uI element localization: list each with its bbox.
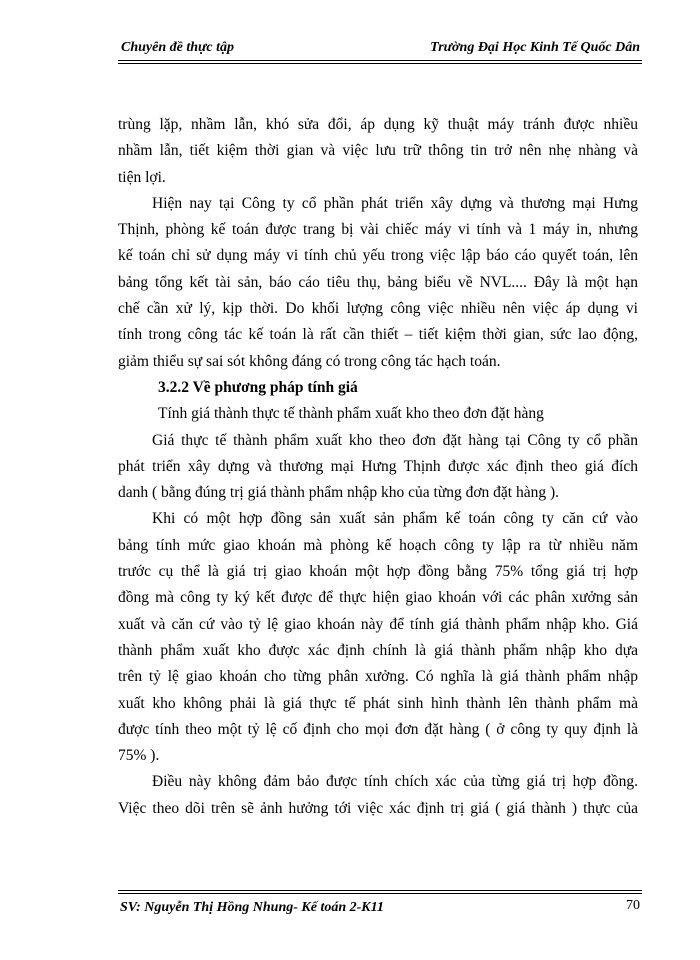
body-line: kế toán chỉ sử dụng máy vi tính chủ yếu trong việc lập báo cáo quyết toán, lên xyxy=(118,247,638,265)
body-line: giảm thiểu sự sai sót không đáng có trong công tác hạch toán. xyxy=(118,352,501,370)
section-heading: 3.2.2 Về phương pháp tính giá xyxy=(158,378,358,396)
header-document-type: Chuyên đề thực tập xyxy=(121,40,235,55)
body-line: Việc theo dõi trên sẽ ảnh hưởng tới việc xác định trị giá ( giá thành ) thực của xyxy=(118,799,638,817)
body-line: Hiện nay tại Công ty cổ phần phát triển xây dựng và thương mại Hưng xyxy=(152,194,638,212)
body-line: đồng mà công ty ký kết được để thực hiện giao khoán với các phân xưởng sản xyxy=(118,589,638,607)
body-line: Điều này không đảm bảo được tính chích xác của từng giá trị hợp đồng. xyxy=(152,773,638,791)
body-line: chế cần xử lý, kịp thời. Do khối lượng công việc nhiều nên việc áp dụng vi xyxy=(118,300,638,318)
body-line: trùng lặp, nhầm lẫn, khó sửa đổi, áp dụng kỹ thuật máy tránh được nhiều xyxy=(118,116,638,133)
body-line: tính trong công tác kế toán là rất cần thiết – tiết kiệm thời gian, sức lao động, xyxy=(118,326,638,344)
body-line: Khi có một hợp đồng sản xuất sản phẩm kế toán công ty căn cứ vào xyxy=(152,510,638,528)
body-line: được tính theo một tỷ lệ cố định cho mọi đơn đặt hàng ( ở công ty quy định là xyxy=(118,720,638,738)
body-line: 75% ). xyxy=(118,747,160,765)
body-line: thành phẩm xuất kho được xác định chính là giá thành phẩm nhập kho dựa xyxy=(118,641,638,659)
body-line: trước cụ thể là giá trị giao khoán một hợp đồng bằng 75% tổng giá trị hợp xyxy=(118,563,638,581)
body-line: bảng tính mức giao khoán mà phòng kế hoạch công ty lập ra từ nhiều năm xyxy=(118,536,638,554)
page-header xyxy=(118,38,642,60)
body-text xyxy=(118,112,638,822)
body-line: phát triển xây dựng và thương mại Hưng Thịnh được xác định theo giá đích xyxy=(118,457,638,475)
body-line: Thịnh, phòng kế toán được trang bị vài chiếc máy vi tính và 1 máy in, nhưng xyxy=(118,221,638,239)
body-line: trên tỷ lệ giao khoán cho từng phân xưởng. Có nghĩa là giá thành phẩm nhập xyxy=(118,668,638,686)
body-line: danh ( bằng đúng trị giá thành phẩm nhập kho của từng đơn đặt hàng ). xyxy=(118,484,560,502)
footer-author: SV: Nguyễn Thị Hồng Nhung- Kế toán 2-K11 xyxy=(120,900,384,915)
body-line: Giá thực tế thành phẩm xuất kho theo đơn đặt hàng tại Công ty cổ phần xyxy=(152,431,638,449)
body-line: nhầm lẫn, tiết kiệm thời gian và việc lưu trữ thông tin trở nên nhẹ nhàng và xyxy=(118,142,638,160)
body-line: xuất kho không phải là giá thực tế phát sinh hình thành lên thành phẩm mà xyxy=(118,694,638,712)
header-divider xyxy=(118,60,642,64)
body-line: xuất và căn cứ vào tỷ lệ giao khoán này để tính giá thành phẩm nhập kho. Giá xyxy=(118,615,638,633)
header-university: Trường Đại Học Kinh Tế Quốc Dân xyxy=(430,40,640,55)
page-number: 70 xyxy=(626,898,640,913)
body-line: tiện lợi. xyxy=(118,168,166,186)
footer-divider xyxy=(118,890,642,894)
subheading: Tính giá thành thực tế thành phẩm xuất kho theo đơn đặt hàng xyxy=(158,405,544,423)
body-line: bảng tổng kết tài sản, báo cáo tiêu thụ, bảng biểu về NVL.... Đây là một hạn xyxy=(118,273,638,291)
